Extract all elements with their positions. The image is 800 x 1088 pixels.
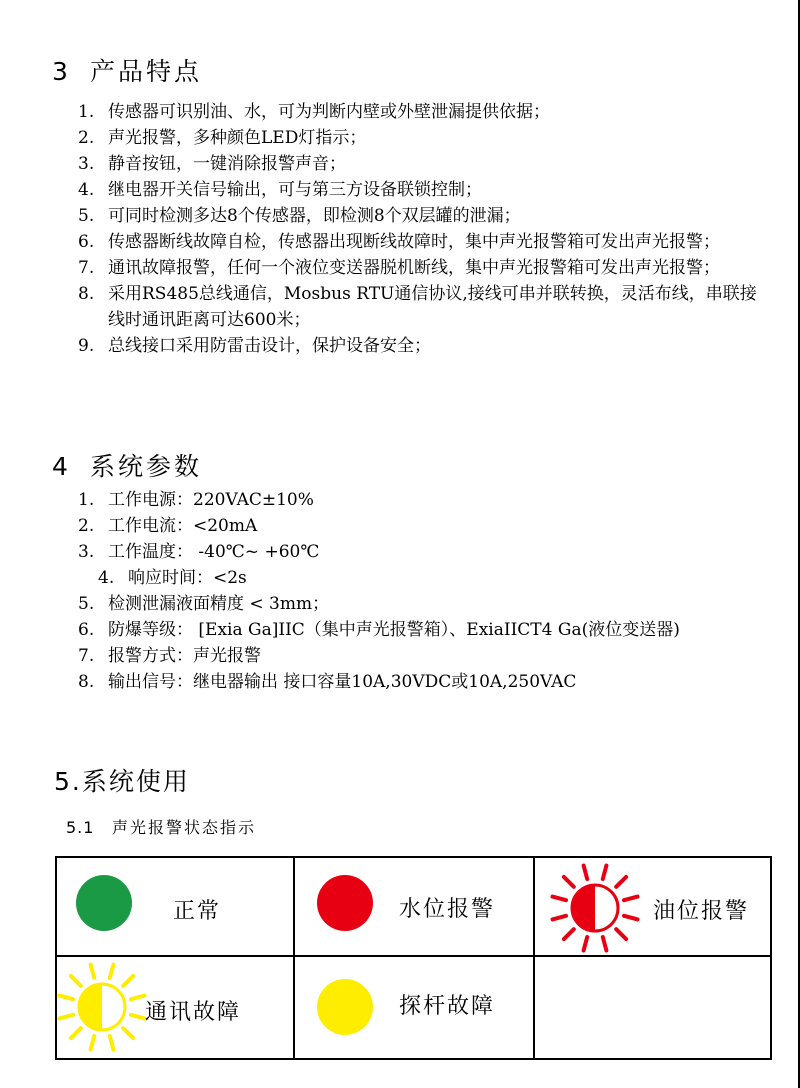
list-item	[78, 229, 768, 255]
item-text: 通讯故障报警，任何一个液位变送器脱机断线，集中声光报警箱可发出声光报警；	[108, 258, 720, 278]
list-item	[78, 643, 768, 669]
item-text: 工作温度： -40℃~ +60℃	[108, 542, 320, 562]
indicator-label: 正常	[173, 899, 222, 924]
item-number: 5.	[78, 594, 95, 614]
section-4-title: 系统参数	[90, 452, 203, 481]
item-number: 6.	[78, 620, 95, 640]
item-number: 3.	[78, 154, 95, 174]
list-item	[78, 125, 768, 151]
list-item	[78, 99, 768, 125]
list-item	[78, 151, 768, 177]
list-item	[78, 281, 768, 333]
feature-list	[78, 99, 768, 359]
list-item	[78, 177, 768, 203]
item-text: 传感器可识别油、水，可为判断内壁或外壁泄漏提供依据；	[108, 102, 550, 122]
section-5-heading	[54, 762, 190, 798]
item-text: 输出信号：继电器输出 接口容量10A,30VDC或10A,250VAC	[108, 672, 577, 692]
item-text: 声光报警，多种颜色LED灯指示；	[108, 128, 367, 148]
item-text: 采用RS485总线通信，Mosbus RTU通信协议,接线可串并联转换，灵活布线，串联接线时通讯距离可达600米；	[108, 284, 757, 330]
indicator-table	[55, 856, 772, 1060]
section-4-number: 4	[52, 452, 71, 481]
indicator-label: 油位报警	[653, 899, 750, 924]
item-number: 4.	[98, 568, 115, 588]
indicator-label: 通讯故障	[145, 1000, 242, 1025]
list-item	[78, 591, 768, 617]
item-number: 5.	[78, 206, 95, 226]
subsection-5-1-heading	[66, 815, 256, 838]
item-text: 静音按钮，一键消除报警声音；	[108, 154, 346, 174]
item-text: 总线接口采用防雷击设计，保护设备安全；	[108, 336, 431, 356]
item-number: 1.	[78, 102, 95, 122]
section-3-number: 3	[52, 57, 71, 86]
red-lamp-icon	[317, 875, 373, 931]
indicator-cell-water-alarm	[295, 858, 533, 955]
indicator-cell-empty	[535, 957, 770, 1058]
section-5-title: 5.系统使用	[54, 767, 190, 796]
item-number: 8.	[78, 284, 95, 304]
item-text: 工作电流：<20mA	[108, 516, 258, 536]
item-number: 2.	[78, 128, 95, 148]
item-number: 7.	[78, 646, 95, 666]
item-text: 防爆等级： [Exia Ga]IIC（集中声光报警箱）、ExiaIICT4 Ga(液位变送器)	[108, 620, 680, 640]
item-number: 1.	[78, 490, 95, 510]
green-lamp-icon	[76, 875, 132, 931]
list-item	[78, 513, 768, 539]
subsection-title: 声光报警状态指示	[112, 818, 257, 837]
item-number: 3.	[78, 542, 95, 562]
parameter-list	[78, 487, 768, 695]
item-number: 6.	[78, 232, 95, 252]
indicator-label: 水位报警	[399, 897, 496, 922]
item-text: 继电器开关信号输出，可与第三方设备联锁控制；	[108, 180, 482, 200]
item-text: 工作电源：220VAC±10%	[108, 490, 314, 510]
item-text: 可同时检测多达8个传感器，即检测8个双层罐的泄漏；	[108, 206, 521, 226]
item-number: 9.	[78, 336, 95, 356]
list-item	[78, 203, 768, 229]
item-text: 响应时间：<2s	[128, 568, 247, 588]
list-item	[78, 539, 768, 565]
section-3-heading	[52, 52, 202, 88]
list-item	[78, 617, 768, 643]
list-item	[78, 255, 768, 281]
section-3-title: 产品特点	[90, 57, 203, 86]
list-item	[78, 333, 768, 359]
indicator-cell-oil-alarm	[535, 858, 770, 955]
indicator-label: 探杆故障	[399, 994, 496, 1019]
item-number: 7.	[78, 258, 95, 278]
list-item	[78, 487, 768, 513]
yellow-flashing-lamp-icon	[102, 1007, 103, 1008]
item-text: 传感器断线故障自检，传感器出现断线故障时，集中声光报警箱可发出声光报警；	[108, 232, 720, 252]
item-number: 2.	[78, 516, 95, 536]
subsection-number: 5.1	[66, 818, 95, 837]
item-number: 4.	[78, 180, 95, 200]
section-4-heading	[52, 447, 202, 483]
item-text: 报警方式：声光报警	[108, 646, 261, 666]
yellow-lamp-icon	[317, 979, 373, 1035]
item-number: 8.	[78, 672, 95, 692]
indicator-cell-comm-fault	[57, 957, 293, 1058]
list-item	[98, 565, 768, 591]
indicator-cell-probe-fault	[295, 957, 533, 1058]
item-text: 检测泄漏液面精度 < 3mm；	[108, 594, 330, 614]
list-item	[78, 669, 768, 695]
indicator-cell-normal	[57, 858, 293, 955]
red-flashing-lamp-icon	[595, 908, 596, 909]
